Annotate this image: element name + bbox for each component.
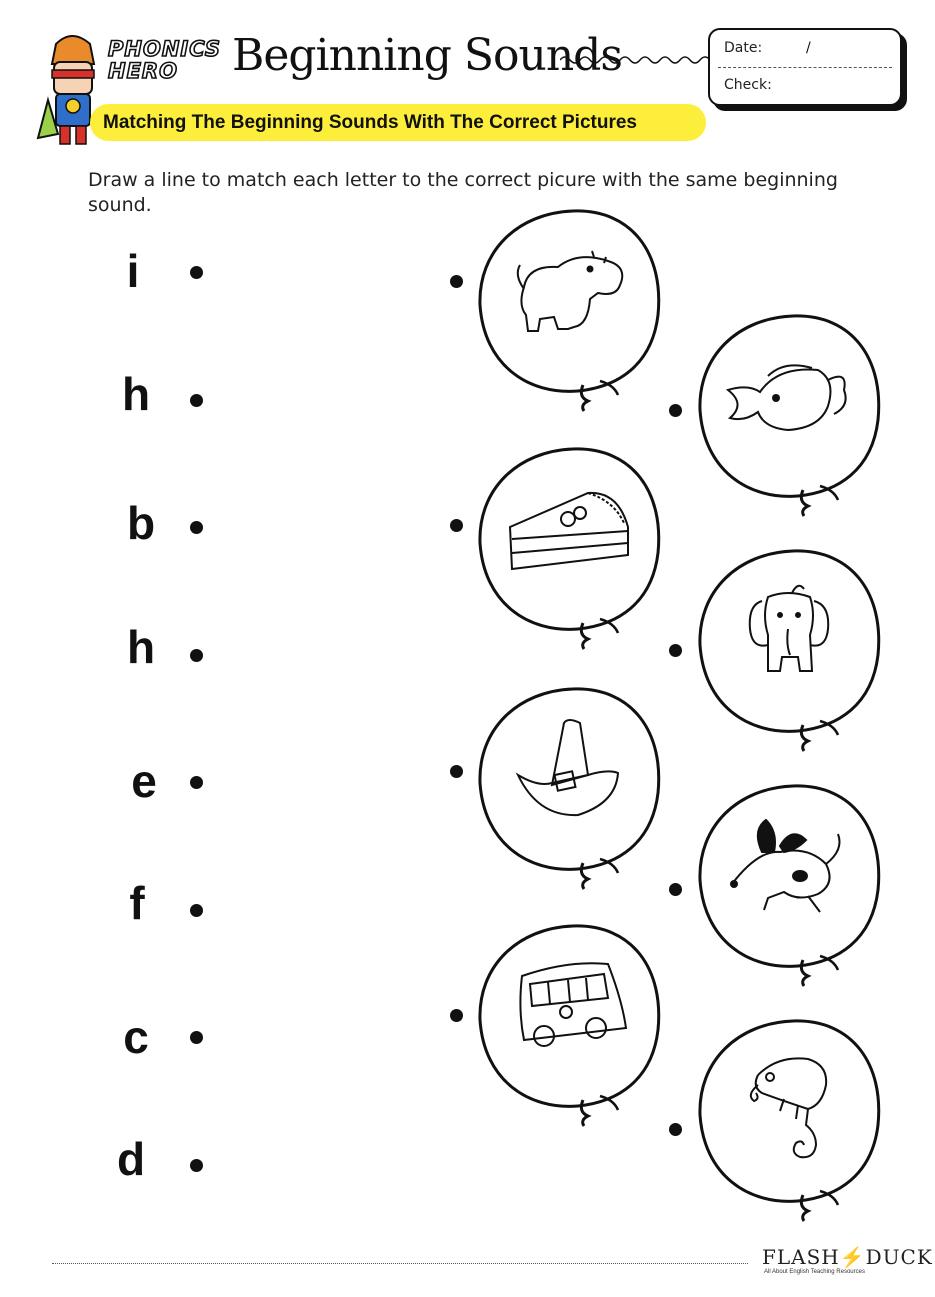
picture-dot[interactable] [450, 519, 463, 532]
letter-dot[interactable] [190, 521, 203, 534]
brand-line1: PHONICS [108, 37, 221, 61]
balloon-picture [688, 780, 898, 990]
letter-item: i [126, 245, 140, 297]
letter-item: d [116, 1133, 146, 1185]
brand-line2: HERO [108, 59, 178, 83]
page-title: Beginning Sounds [232, 30, 622, 81]
letter-dot[interactable] [190, 649, 203, 662]
balloon-picture [688, 310, 898, 520]
balloon-picture [468, 683, 678, 893]
footer-divider [52, 1263, 748, 1264]
balloon-picture [468, 443, 678, 653]
balloon-picture [468, 920, 678, 1130]
letter-dot[interactable] [190, 904, 203, 917]
logo-right: DUCK [865, 1245, 933, 1269]
date-separator: / [806, 40, 811, 56]
letter-dot[interactable] [190, 1159, 203, 1172]
check-label: Check: [724, 77, 772, 93]
date-check-box [708, 28, 902, 106]
bolt-icon: ⚡ [839, 1245, 866, 1269]
letter-item: b [126, 497, 156, 549]
letter-item: f [129, 877, 145, 929]
instructions: Draw a line to match each letter to the correct picure with the same beginning sound. [88, 169, 838, 216]
letter-item: e [131, 755, 157, 807]
letter-dot[interactable] [190, 776, 203, 789]
logo-tagline: All About English Teaching Resources [764, 1269, 865, 1275]
letter-item: h [126, 621, 156, 673]
dashed-divider [718, 67, 892, 68]
flashduck-logo [762, 1245, 933, 1285]
letter-dot[interactable] [190, 266, 203, 279]
letter-dot[interactable] [190, 394, 203, 407]
squiggle-divider [560, 52, 710, 68]
balloon-picture [468, 205, 678, 415]
letter-item: h [121, 368, 151, 420]
logo-left: FLASH [762, 1245, 840, 1269]
picture-dot[interactable] [450, 275, 463, 288]
balloon-picture [688, 1015, 898, 1225]
date-label: Date: [724, 40, 763, 56]
letter-item: c [123, 1011, 149, 1063]
picture-dot[interactable] [450, 1009, 463, 1022]
letter-dot[interactable] [190, 1031, 203, 1044]
balloon-picture [688, 545, 898, 755]
brand-logo [108, 38, 228, 90]
picture-dot[interactable] [450, 765, 463, 778]
subtitle-banner: Matching The Beginning Sounds With The Correct Pictures [90, 104, 706, 141]
